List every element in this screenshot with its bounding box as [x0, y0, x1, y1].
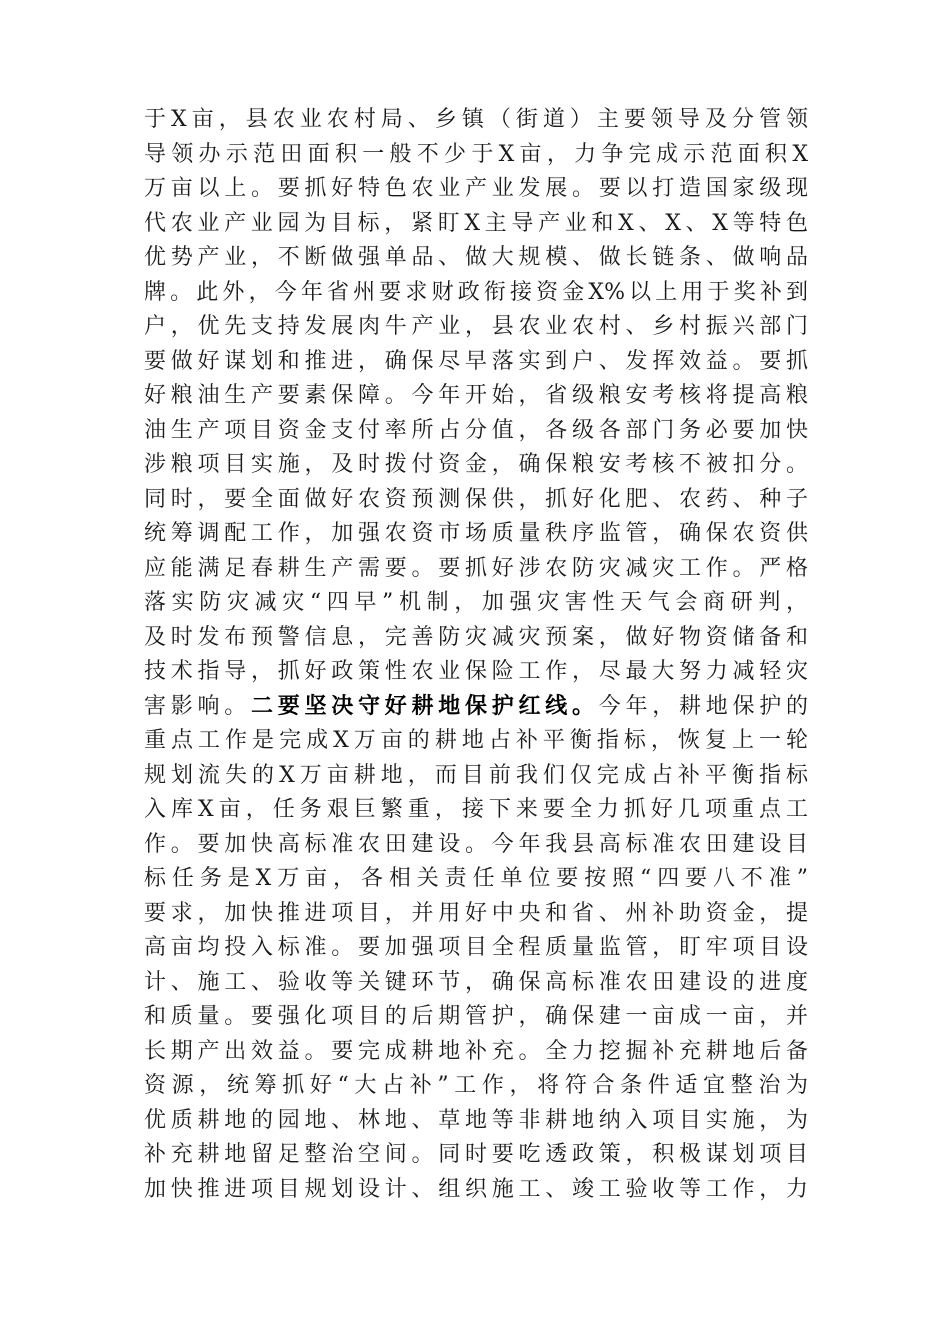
- text-line: 要求，加快推进项目，并用好中央和省、州补助资金，提: [144, 900, 808, 926]
- line-trail-text: 今年，耕地保护的: [598, 693, 808, 719]
- line-lead-text: 害影响。: [144, 693, 251, 719]
- text-line: 应能满足春耕生产需要。要抓好涉农防灾减灾工作。严格: [144, 555, 808, 581]
- text-line: 标任务是X万亩，各相关责任单位要按照“四要八不准”: [144, 866, 808, 891]
- text-line-with-heading: [144, 690, 808, 725]
- text-line: 作。要加快高标准农田建设。今年我县高标准农田建设目: [144, 831, 808, 857]
- text-line: 同时，要全面做好农资预测保供，抓好化肥、农药、种子: [144, 486, 808, 512]
- text-line: 加快推进项目规划设计、组织施工、竣工验收等工作，力: [144, 1176, 808, 1202]
- text-line: 重点工作是完成X万亩的耕地占补平衡指标，恢复上一轮: [144, 728, 808, 753]
- text-line: 优质耕地的园地、林地、草地等非耕地纳入项目实施，为: [144, 1107, 808, 1133]
- text-line: 导领办示范田面积一般不少于X亩，力争完成示范面积X: [144, 141, 808, 167]
- text-line: 万亩以上。要抓好特色农业产业发展。要以打造国家级现: [144, 176, 808, 201]
- text-line: 及时发布预警信息，完善防灾减灾预案，做好物资储备和: [144, 624, 808, 650]
- text-line: 优势产业，不断做强单品、做大规模、做长链条、做响品: [144, 245, 808, 270]
- text-line: 补充耕地留足整治空间。同时要吃透政策，积极谋划项目: [144, 1142, 808, 1167]
- text-line: 于X亩，县农业农村局、乡镇（街道）主要领导及分管领: [144, 107, 808, 132]
- text-line: 户，优先支持发展肉牛产业，县农业农村、乡村振兴部门: [144, 314, 808, 339]
- text-line: 入库X亩，任务艰巨繁重，接下来要全力抓好几项重点工: [144, 797, 808, 822]
- text-line: 油生产项目资金支付率所占分值，各级各部门务必要加快: [144, 417, 808, 443]
- section-heading-inline: 二要坚决守好耕地保护红线。: [251, 693, 599, 719]
- text-line: 和质量。要强化项目的后期管护，确保建一亩成一亩，并: [144, 1004, 808, 1029]
- text-line: 统筹调配工作，加强农资市场质量秩序监管，确保农资供: [144, 521, 808, 546]
- text-line: 技术指导，抓好政策性农业保险工作，尽最大努力减轻灾: [144, 659, 808, 684]
- text-line: 好粮油生产要素保障。今年开始，省级粮安考核将提高粮: [144, 383, 808, 408]
- text-line: 要做好谋划和推进，确保尽早落实到户、发挥效益。要抓: [144, 348, 808, 374]
- text-line: 代农业产业园为目标，紧盯X主导产业和X、X、X等特色: [144, 210, 808, 236]
- text-line: 长期产出效益。要完成耕地补充。全力挖掘补充耕地后备: [144, 1038, 808, 1064]
- text-line: 涉粮项目实施，及时拨付资金，确保粮安考核不被扣分。: [144, 452, 808, 477]
- text-line: 落实防灾减灾“四早”机制，加强灾害性天气会商研判，: [144, 590, 808, 615]
- text-line: 牌。此外，今年省州要求财政衔接资金X%以上用于奖补到: [144, 279, 808, 305]
- text-line: 高亩均投入标准。要加强项目全程质量监管，盯牢项目设: [144, 935, 808, 960]
- body-paragraph: [144, 103, 808, 1207]
- text-line: 资源，统筹抓好“大占补”工作，将符合条件适宜整治为: [144, 1073, 808, 1098]
- text-line: 计、施工、验收等关键环节，确保高标准农田建设的进度: [144, 969, 808, 995]
- text-line: 规划流失的X万亩耕地，而目前我们仅完成占补平衡指标: [144, 762, 808, 788]
